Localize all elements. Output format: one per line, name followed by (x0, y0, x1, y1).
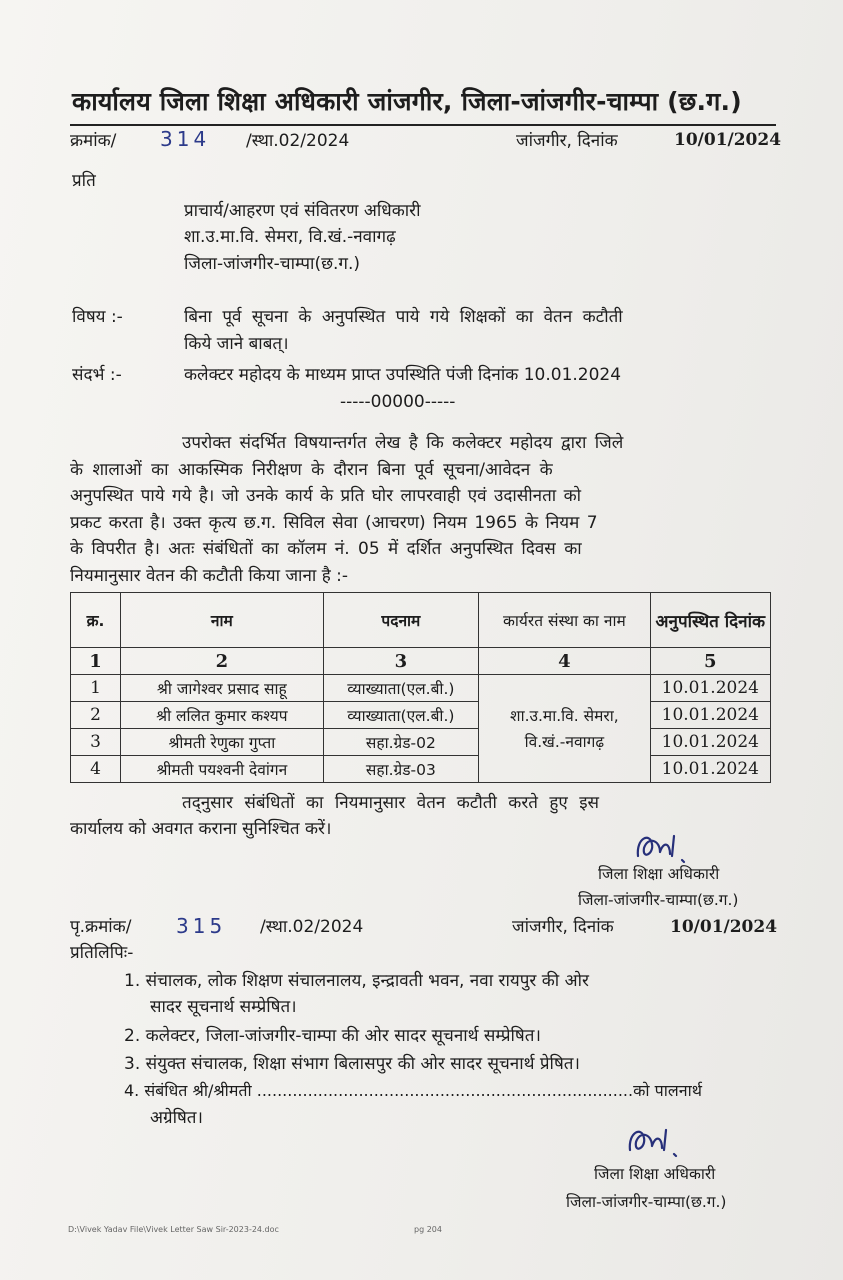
office-title: कार्यालय जिला शिक्षा अधिकारी जांजगीर, जिला-जांजगीर-चाम्पा (छ.ग.) (72, 87, 742, 116)
row-date: 10.01.2024 (650, 729, 770, 756)
row-sn: 4 (71, 756, 121, 783)
subject-label: विषय :- (72, 307, 123, 327)
copy-item-3: 3. संयुक्त संचालक, शिक्षा संभाग बिलासपुर की ओर सादर सूचनार्थ प्रेषित। (124, 1054, 580, 1074)
copy-label: प्रतिलिपिः- (70, 943, 134, 963)
row-post: सहा.ग्रेड-02 (323, 729, 478, 756)
copy-item-4-cont: अग्रेषित। (150, 1108, 203, 1128)
row-post: व्याख्याता(एल.बी.) (323, 702, 478, 729)
col-number: 5 (650, 648, 770, 675)
signatory-place-1: जिला-जांजगीर-चाम्पा(छ.ग.) (578, 891, 739, 909)
closing-line-1: तद्नुसार संबंधितों का नियमानुसार वेतन कटौती करते हुए इस (182, 793, 600, 813)
body-line-6: नियमानुसार वेतन की कटौती किया जाना है :- (70, 565, 348, 586)
endorsement-suffix: /स्था.02/2024 (260, 917, 364, 937)
ref-suffix: /स्था.02/2024 (246, 131, 350, 151)
officer-signature-2 (622, 1120, 692, 1164)
separator: -----00000----- (340, 392, 456, 412)
header-sn: क्र. (71, 593, 121, 648)
row-post: व्याख्याता(एल.बी.) (323, 675, 478, 702)
table-row (71, 675, 771, 702)
body-line-3: अनुपस्थित पाये गये है। जो उनके कार्य के प्रति घोर लापरवाही एवं उदासीनता को (70, 486, 582, 506)
addressee-line-2: शा.उ.मा.वि. सेमरा, वि.खं.-नवागढ़ (184, 227, 396, 247)
to-label: प्रति (72, 171, 96, 191)
row-name: श्री ललित कुमार कश्यप (121, 702, 324, 729)
ref-number-handwritten: 314 (160, 127, 211, 151)
institution-line-2: वि.खं.-नवागढ़ (524, 732, 605, 751)
body-line-2: के शालाओं का आकस्मिक निरीक्षण के दौरान बिना पूर्व सूचना/आवेदन के (70, 459, 553, 480)
endorsement-date: 10/01/2024 (670, 917, 778, 937)
row-sn: 3 (71, 729, 121, 756)
table-row (71, 702, 771, 729)
copy-item-1-cont: सादर सूचनार्थ सम्प्रेषित। (150, 997, 297, 1017)
signatory-place-2: जिला-जांजगीर-चाम्पा(छ.ग.) (566, 1193, 727, 1211)
copy-item-1: 1. संचालक, लोक शिक्षण संचालनालय, इन्द्रावती भवन, नवा रायपुर की ओर (124, 971, 589, 991)
letter-date: 10/01/2024 (674, 130, 782, 150)
header-post: पदनाम (323, 593, 478, 648)
row-sn: 1 (71, 675, 121, 702)
place-date-label: जांजगीर, दिनांक (516, 131, 618, 151)
header-institution: कार्यरत संस्था का नाम (479, 593, 651, 648)
col-number: 1 (71, 648, 121, 675)
closing-line-2: कार्यालय को अवगत कराना सुनिश्चित करें। (70, 819, 332, 839)
body-line-5: के विपरीत है। अतः संबंधितों का कॉलम नं. 05 में दर्शित अनुपस्थित दिवस का (70, 539, 582, 559)
subject-line-2: किये जाने बाबत्। (184, 334, 289, 354)
table-number-row (71, 648, 771, 675)
absentee-table (70, 592, 771, 783)
copy-item-4: 4. संबंधित श्री/श्रीमती ..........................................................................को पालनार्थ (124, 1081, 702, 1100)
endorsement-place-date-label: जांजगीर, दिनांक (512, 917, 614, 937)
addressee-line-1: प्राचार्य/आहरण एवं संवितरण अधिकारी (184, 201, 421, 221)
row-institution (479, 675, 651, 783)
body-line-1: उपरोक्त संदर्भित विषयान्तर्गत लेख है कि कलेक्टर महोदय द्वारा जिले (182, 433, 624, 453)
institution-line-1: शा.उ.मा.वि. सेमरा, (510, 706, 619, 725)
endorsement-number-handwritten: 315 (176, 914, 227, 938)
row-date: 10.01.2024 (650, 702, 770, 729)
signatory-title-1: जिला शिक्षा अधिकारी (598, 865, 720, 883)
signatory-title-2: जिला शिक्षा अधिकारी (594, 1165, 716, 1183)
addressee-line-3: जिला-जांजगीर-चाम्पा(छ.ग.) (184, 254, 361, 274)
table-row (71, 756, 771, 783)
col-number: 3 (323, 648, 478, 675)
ref-label: क्रमांक/ (70, 131, 117, 151)
title-underline (70, 124, 776, 126)
body-paragraph (70, 430, 772, 589)
col-number: 4 (479, 648, 651, 675)
row-name: श्रीमती रेणुका गुप्ता (121, 729, 324, 756)
row-date: 10.01.2024 (650, 675, 770, 702)
row-post: सहा.ग्रेड-03 (323, 756, 478, 783)
table-row (71, 729, 771, 756)
subject-line-1: बिना पूर्व सूचना के अनुपस्थित पाये गये शिक्षकों का वेतन कटौती (184, 307, 623, 327)
copy-item-2: 2. कलेक्टर, जिला-जांजगीर-चाम्पा की ओर सादर सूचनार्थ सम्प्रेषित। (124, 1026, 541, 1046)
endorsement-label: पृ.क्रमांक/ (70, 917, 132, 937)
table-header-row (71, 593, 771, 648)
row-name: श्रीमती पयश्वनी देवांगन (121, 756, 324, 783)
footer-path: D:\Vivek Yadav File\Vivek Letter Saw Sir-2023-24.doc (68, 1225, 279, 1234)
body-line-4: प्रकट करता है। उक्त कृत्य छ.ग. सिविल सेवा (आचरण) नियम 1965 के नियम 7 (70, 512, 598, 533)
reference-text: कलेक्टर महोदय के माध्यम प्राप्त उपस्थिति पंजी दिनांक 10.01.2024 (184, 365, 622, 385)
header-absent-date: अनुपस्थित दिनांक (650, 593, 770, 648)
row-sn: 2 (71, 702, 121, 729)
footer-page: pg 204 (414, 1225, 442, 1234)
reference-label: संदर्भ :- (72, 365, 122, 385)
col-number: 2 (121, 648, 324, 675)
header-name: नाम (121, 593, 324, 648)
row-date: 10.01.2024 (650, 756, 770, 783)
row-name: श्री जागेश्वर प्रसाद साहू (121, 675, 324, 702)
